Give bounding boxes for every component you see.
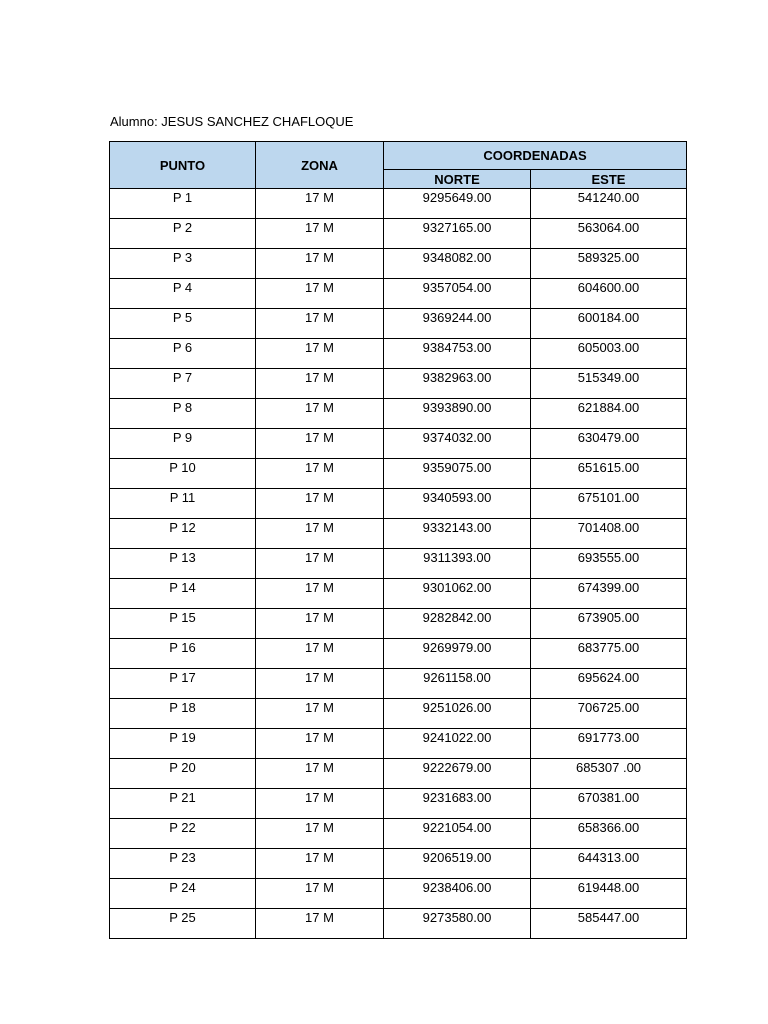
cell-zona: 17 M [256, 879, 384, 909]
cell-zona: 17 M [256, 309, 384, 339]
cell-norte: 9348082.00 [384, 249, 531, 279]
cell-zona: 17 M [256, 759, 384, 789]
cell-punto: P 16 [110, 639, 256, 669]
cell-norte: 9332143.00 [384, 519, 531, 549]
cell-este: 604600.00 [531, 279, 687, 309]
table-row [110, 219, 687, 249]
cell-norte: 9393890.00 [384, 399, 531, 429]
cell-punto: P 3 [110, 249, 256, 279]
cell-este: 674399.00 [531, 579, 687, 609]
cell-norte: 9238406.00 [384, 879, 531, 909]
table-row [110, 339, 687, 369]
cell-este: 670381.00 [531, 789, 687, 819]
table-row [110, 699, 687, 729]
cell-punto: P 23 [110, 849, 256, 879]
table-row [110, 669, 687, 699]
cell-punto: P 5 [110, 309, 256, 339]
cell-este: 589325.00 [531, 249, 687, 279]
cell-punto: P 7 [110, 369, 256, 399]
cell-punto: P 17 [110, 669, 256, 699]
cell-zona: 17 M [256, 849, 384, 879]
cell-punto: P 25 [110, 909, 256, 939]
cell-norte: 9251026.00 [384, 699, 531, 729]
table-row [110, 519, 687, 549]
cell-zona: 17 M [256, 279, 384, 309]
cell-este: 651615.00 [531, 459, 687, 489]
cell-punto: P 14 [110, 579, 256, 609]
cell-este: 621884.00 [531, 399, 687, 429]
table-row [110, 639, 687, 669]
cell-zona: 17 M [256, 669, 384, 699]
cell-zona: 17 M [256, 699, 384, 729]
cell-norte: 9374032.00 [384, 429, 531, 459]
cell-norte: 9295649.00 [384, 189, 531, 219]
table-row [110, 369, 687, 399]
cell-este: 706725.00 [531, 699, 687, 729]
table-row [110, 879, 687, 909]
table-row [110, 429, 687, 459]
cell-este: 585447.00 [531, 909, 687, 939]
cell-este: 644313.00 [531, 849, 687, 879]
table-row [110, 549, 687, 579]
header-este: ESTE [531, 170, 687, 189]
table-row [110, 819, 687, 849]
cell-punto: P 15 [110, 609, 256, 639]
table-row [110, 249, 687, 279]
cell-punto: P 2 [110, 219, 256, 249]
cell-zona: 17 M [256, 519, 384, 549]
cell-norte: 9206519.00 [384, 849, 531, 879]
table-row [110, 399, 687, 429]
cell-punto: P 13 [110, 549, 256, 579]
cell-norte: 9222679.00 [384, 759, 531, 789]
cell-este: 605003.00 [531, 339, 687, 369]
cell-norte: 9231683.00 [384, 789, 531, 819]
table-row [110, 279, 687, 309]
cell-norte: 9340593.00 [384, 489, 531, 519]
table-row [110, 189, 687, 219]
cell-zona: 17 M [256, 729, 384, 759]
cell-zona: 17 M [256, 639, 384, 669]
table-row [110, 309, 687, 339]
cell-norte: 9241022.00 [384, 729, 531, 759]
cell-este: 691773.00 [531, 729, 687, 759]
cell-zona: 17 M [256, 909, 384, 939]
cell-zona: 17 M [256, 339, 384, 369]
cell-este: 675101.00 [531, 489, 687, 519]
header-coordenadas: COORDENADAS [384, 142, 687, 170]
cell-zona: 17 M [256, 219, 384, 249]
header-punto: PUNTO [110, 142, 256, 189]
cell-este: 695624.00 [531, 669, 687, 699]
cell-este: 658366.00 [531, 819, 687, 849]
cell-zona: 17 M [256, 459, 384, 489]
cell-norte: 9369244.00 [384, 309, 531, 339]
cell-este: 685307 .00 [531, 759, 687, 789]
student-name-line: Alumno: JESUS SANCHEZ CHAFLOQUE [110, 114, 354, 129]
cell-este: 673905.00 [531, 609, 687, 639]
cell-punto: P 19 [110, 729, 256, 759]
cell-punto: P 18 [110, 699, 256, 729]
cell-punto: P 8 [110, 399, 256, 429]
cell-zona: 17 M [256, 429, 384, 459]
cell-punto: P 9 [110, 429, 256, 459]
cell-zona: 17 M [256, 579, 384, 609]
cell-este: 600184.00 [531, 309, 687, 339]
cell-punto: P 6 [110, 339, 256, 369]
cell-zona: 17 M [256, 489, 384, 519]
table-row [110, 849, 687, 879]
cell-punto: P 20 [110, 759, 256, 789]
table-row [110, 759, 687, 789]
cell-este: 541240.00 [531, 189, 687, 219]
table-row [110, 489, 687, 519]
table-body [110, 189, 687, 939]
cell-norte: 9359075.00 [384, 459, 531, 489]
cell-zona: 17 M [256, 549, 384, 579]
cell-norte: 9273580.00 [384, 909, 531, 939]
cell-norte: 9261158.00 [384, 669, 531, 699]
cell-punto: P 10 [110, 459, 256, 489]
cell-este: 630479.00 [531, 429, 687, 459]
cell-norte: 9327165.00 [384, 219, 531, 249]
cell-norte: 9384753.00 [384, 339, 531, 369]
cell-zona: 17 M [256, 189, 384, 219]
cell-norte: 9221054.00 [384, 819, 531, 849]
cell-este: 683775.00 [531, 639, 687, 669]
table-row [110, 789, 687, 819]
cell-norte: 9311393.00 [384, 549, 531, 579]
cell-norte: 9269979.00 [384, 639, 531, 669]
cell-este: 563064.00 [531, 219, 687, 249]
table-row [110, 579, 687, 609]
cell-zona: 17 M [256, 399, 384, 429]
cell-zona: 17 M [256, 609, 384, 639]
table-row [110, 609, 687, 639]
cell-punto: P 11 [110, 489, 256, 519]
table-row [110, 459, 687, 489]
cell-punto: P 4 [110, 279, 256, 309]
cell-este: 515349.00 [531, 369, 687, 399]
cell-norte: 9382963.00 [384, 369, 531, 399]
cell-zona: 17 M [256, 819, 384, 849]
cell-punto: P 24 [110, 879, 256, 909]
cell-norte: 9357054.00 [384, 279, 531, 309]
cell-este: 619448.00 [531, 879, 687, 909]
cell-punto: P 12 [110, 519, 256, 549]
cell-punto: P 1 [110, 189, 256, 219]
header-zona: ZONA [256, 142, 384, 189]
table-row [110, 909, 687, 939]
cell-este: 693555.00 [531, 549, 687, 579]
cell-norte: 9301062.00 [384, 579, 531, 609]
table-row [110, 729, 687, 759]
cell-norte: 9282842.00 [384, 609, 531, 639]
cell-zona: 17 M [256, 369, 384, 399]
cell-este: 701408.00 [531, 519, 687, 549]
cell-punto: P 21 [110, 789, 256, 819]
cell-zona: 17 M [256, 249, 384, 279]
cell-zona: 17 M [256, 789, 384, 819]
coordinates-table [109, 141, 687, 939]
cell-punto: P 22 [110, 819, 256, 849]
header-norte: NORTE [384, 170, 531, 189]
